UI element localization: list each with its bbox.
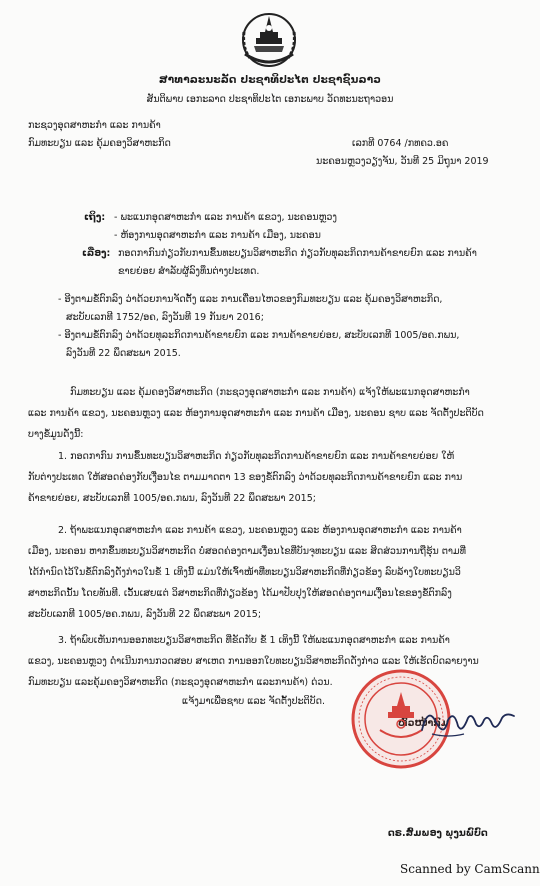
paragraph-line: ແຂວງ, ນະຄອນຫຼວງ ດຳເນີນການກວດສອບ ສາເຫດ ການອອກໃບທະບຽນວິສາຫະກິດດັ່ງກ່າວ ແລະ ໃຫ້ເຮັດບົດລາຍງານ [28, 656, 479, 667]
reference-number: ເລກທີ 0764 /ກທຄວ.ອຄ [352, 138, 449, 149]
paragraph-line: ບາງຂໍ້ມູນດັ່ງນີ້: [28, 429, 84, 440]
paragraph-line: 1. ກອດກາກົນ ການຂຶ້ນທະບຽນວິສາຫະກິດ ກ່ຽວກັບທຸລະກິດການຄ້າຂາຍຍົກ ແລະ ການຄ້າຂາຍຍ່ອຍ ໃຫ້ [58, 451, 455, 462]
paragraph-line: ແລະ ການຄ້າ ແຂວງ, ນະຄອນຫຼວງ ແລະ ຫ້ອງການອຸດສາຫະກຳ ແລະ ການຄ້າ ເມືອງ, ນະຄອນ ຊາບ ແລະ ຈັດຕັ້ງປະຕິບັດ [28, 408, 484, 419]
paragraph-line: ກົມທະບຽນ ແລະ ຄຸ້ມຄອງວິສາຫະກິດ (ກະຊວງອຸດສາຫະກຳ ແລະ ການຄ້າ) ແຈ້ງໃຫ້ພະແນກອຸດສາຫະກຳ [70, 387, 470, 398]
ministry-name: ກະຊວງອຸດສາຫະກຳ ແລະ ການຄ້າ [28, 120, 161, 131]
paragraph-line: 2. ຖ້າພະແນກອຸດສາຫະກຳ ແລະ ການຄ້າ ແຂວງ, ນະຄອນຫຼວງ ແລະ ຫ້ອງການອຸດສາຫະກຳ ແລະ ການຄ້າ [58, 525, 462, 536]
paragraph-line: ຄ້າຂາຍຍ່ອຍ, ສະບັບເລກທີ 1005/ອຄ.ກພນ, ລົງວັນທີ 22 ພຶດສະພາ 2015; [28, 493, 316, 504]
signature [418, 700, 518, 742]
intro-paragraph [28, 382, 484, 445]
closing-line: ແຈ້ງມາເພື່ອຊາບ ແລະ ຈັດຕັ້ງປະຕິບັດ. [182, 696, 326, 707]
lao-national-emblem [236, 10, 302, 72]
point-1 [28, 446, 462, 509]
national-motto: ສັນຕິພາບ ເອກະລາດ ປະຊາທິປະໄຕ ເອກະພາບ ວັດທະນະຖາວອນ [146, 94, 394, 105]
paragraph-line: ໄດ້ກຳນົດໄວ້ໃນຂໍ້ຕົກລົງດັ່ງກ່າວໃນຂໍ້ 1 ເທິງນີ້ ແມ່ນໃຫ້ເຈົ້າໜ້າທີ່ທະບຽນວິສາຫະກິດທີ່ກ່ຽວຂ້ອງ ລົບລ້າງໃບທະບຽນວິ [28, 567, 461, 578]
legal-reference: - ອີງຕາມຂໍ້ຕົກລົງ ວ່າດ້ວຍການຈັດຕັ້ງ ແລະ ການເຄື່ອນໄຫວຂອງກົມທະບຽນ ແລະ ຄຸ້ມຄອງວິສາຫະກິດ, [58, 294, 443, 305]
subject-label: ເລື່ອງ: [82, 248, 111, 259]
paragraph-line: 3. ຖ້າພົບເຫັນການອອກທະບຽນວິສາຫະກິດ ທີ່ຂັດກັບ ຂໍ້ 1 ເທິງນີ້ ໃຫ້ພະແນກອຸດສາຫະກຳ ແລະ ການຄ້າ [58, 635, 450, 646]
scanner-watermark: Scanned by CamScann [400, 862, 540, 876]
department-name: ກົມທະບຽນ ແລະ ຄຸ້ມຄອງວິສາຫະກິດ [28, 138, 171, 149]
country-name-heading: ສາທາລະນະລັດ ປະຊາທິປະໄຕ ປະຊາຊົນລາວ [158, 74, 382, 86]
recipient-line: - ພະແນກອຸດສາຫະກຳ ແລະ ການຄ້າ ແຂວງ, ນະຄອນຫຼວງ [114, 212, 337, 223]
paragraph-line: ເມືອງ, ນະຄອນ ຫາກຂຶ້ນທະບຽນວິສາຫະກິດ ບໍ່ສອດຄ່ອງຕາມເງື່ອນໄຂທີ່ບັນຈຸທະບຽນ ແລະ ສິດສ່ວນການຖືຮຸ້ນ ຕາມທີ່ [28, 546, 466, 557]
legal-reference: - ອີງຕາມຂໍ້ຕົກລົງ ວ່າດ້ວຍທຸລະກິດການຄ້າຂາຍຍົກ ແລະ ການຄ້າຂາຍຍ່ອຍ, ສະບັບເລກທີ 1005/ອຄ.ກພນ, [58, 330, 460, 341]
to-label: ເຖິງ: [84, 212, 106, 223]
place-and-date: ນະຄອນຫຼວງວຽງຈັນ, ວັນທີ 25 ມິຖຸນາ 2019 [316, 156, 489, 167]
subject-line: ຂາຍຍ່ອຍ ສຳລັບຜູ້ລົງທຶນຕ່າງປະເທດ. [118, 266, 260, 277]
signer-name: ດຣ.ສົມພອງ ພຸງນພົບົດ [388, 828, 488, 839]
paragraph-line: ສາຫະກິດນັ້ນ ໂດຍທັນທີ. ເວັ້ນເສຍແຕ່ ວິສາຫະກິດທີ່ກ່ຽວຂ້ອງ ໄດ້ມາປັບປຸງໃຫ້ສອດຄ່ອງຕາມເງື່ອນໄຂຂອງຂໍ້ຕົກລົງ [28, 588, 452, 599]
paragraph-line: ກັບຕ່າງປະເທດ ໃຫ້ສອດຄ່ອງກັບເງື່ອນໄຂ ຕາມມາດຕາ 13 ຂອງຂໍ້ຕົກລົງ ວ່າດ້ວຍທຸລະກິດການຄ້າຂາຍຍົກ ແລະ ການ [28, 472, 463, 483]
paragraph-line: ກົມທະບຽນ ແລະຄຸ້ມຄອງວິສາຫະກິດ (ກະຊວງອຸດສາຫະກຳ ແລະການຄ້າ) ດ່ວນ. [28, 677, 333, 688]
legal-reference-cont: ລົງວັນທີ 22 ພຶດສະພາ 2015. [66, 348, 181, 359]
subject-line: ກອດກາກົນກ່ຽວກັບການຂຶ້ນທະບຽນວິສາຫະກິດ ກ່ຽວກັບທຸລະກິດການຄ້າຂາຍຍົກ ແລະ ການຄ້າ [118, 248, 477, 259]
point-2 [28, 520, 466, 625]
recipient-line: - ຫ້ອງການອຸດສາຫະກຳ ແລະ ການຄ້າ ເມືອງ, ນະຄອນ [114, 230, 321, 241]
paragraph-line: ສະບັບເລກທີ 1005/ອຄ.ກພນ, ລົງວັນທີ 22 ພຶດສະພາ 2015; [28, 609, 262, 620]
legal-reference-cont: ສະບັບເລກທີ 1752/ອຄ, ລົງວັນທີ 19 ກັນຍາ 2016; [66, 312, 264, 323]
